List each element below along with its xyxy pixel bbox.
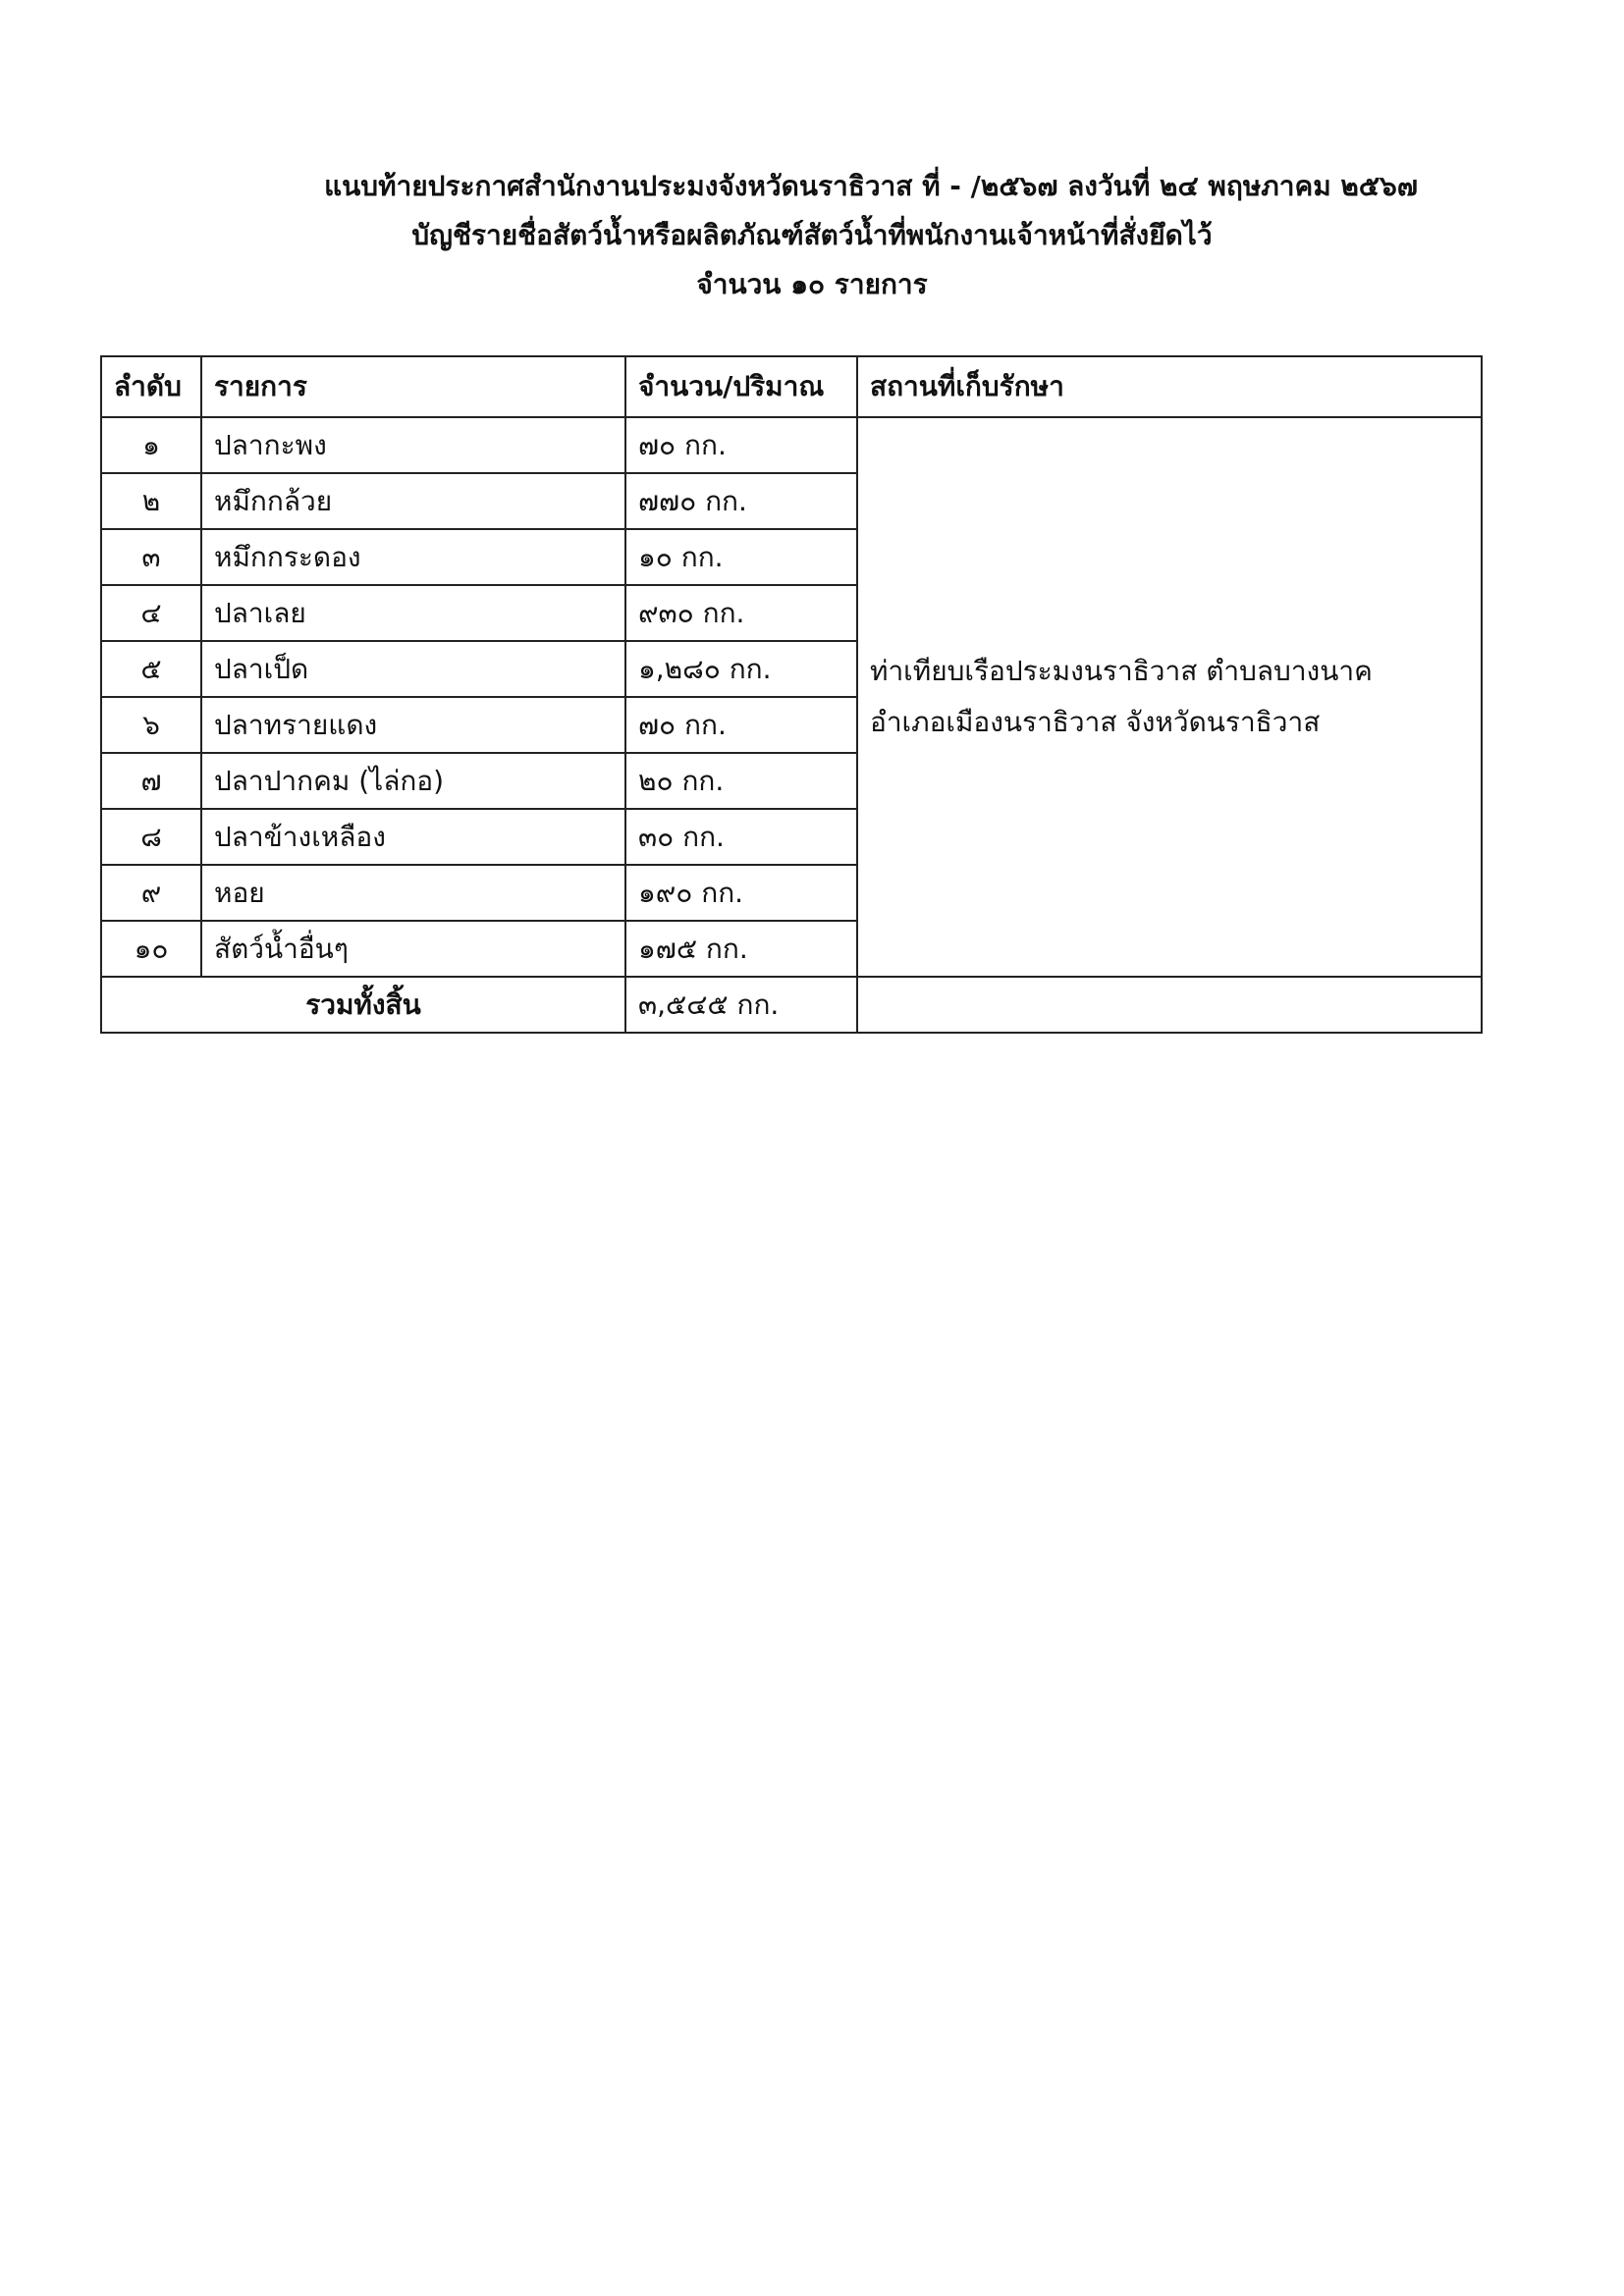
storage-place-line-2: อำเภอเมืองนราธิวาส จังหวัดนราธิวาส	[870, 706, 1321, 738]
column-header-item: รายการ	[201, 356, 625, 417]
row-item: หอย	[201, 865, 625, 921]
row-item: ปลาข้างเหลือง	[201, 809, 625, 865]
row-number: ๕	[101, 641, 201, 697]
row-number: ๑๐	[101, 921, 201, 977]
row-item: ปลาเลย	[201, 585, 625, 641]
row-number: ๒	[101, 473, 201, 529]
seized-items-table	[100, 355, 1483, 1034]
row-quantity: ๑,๒๘๐ กก.	[625, 641, 857, 697]
storage-place-cell	[857, 417, 1482, 977]
row-number: ๙	[101, 865, 201, 921]
row-quantity: ๗๐ กก.	[625, 697, 857, 753]
total-quantity: ๓,๕๔๕ กก.	[625, 977, 857, 1033]
row-quantity: ๑๙๐ กก.	[625, 865, 857, 921]
row-number: ๓	[101, 529, 201, 585]
row-quantity: ๙๓๐ กก.	[625, 585, 857, 641]
row-item: หมึกกระดอง	[201, 529, 625, 585]
total-row	[101, 977, 1482, 1033]
row-item: หมึกกล้วย	[201, 473, 625, 529]
row-quantity: ๗๐ กก.	[625, 417, 857, 473]
table-header-row	[101, 356, 1482, 417]
column-header-quantity: จำนวน/ปริมาณ	[625, 356, 857, 417]
total-label: รวมทั้งสิ้น	[101, 977, 625, 1033]
row-item: สัตว์น้ำอื่นๆ	[201, 921, 625, 977]
column-header-storage-place: สถานที่เก็บรักษา	[857, 356, 1482, 417]
row-quantity: ๑๐ กก.	[625, 529, 857, 585]
row-quantity: ๒๐ กก.	[625, 753, 857, 809]
row-quantity: ๗๗๐ กก.	[625, 473, 857, 529]
row-number: ๖	[101, 697, 201, 753]
row-item: ปลากะพง	[201, 417, 625, 473]
table-row	[101, 417, 1482, 473]
row-item: ปลาเป็ด	[201, 641, 625, 697]
total-storage-empty	[857, 977, 1482, 1033]
row-number: ๗	[101, 753, 201, 809]
heading-line-3: จำนวน ๑๐ รายการ	[696, 268, 928, 300]
row-number: ๔	[101, 585, 201, 641]
row-item: ปลาทรายแดง	[201, 697, 625, 753]
heading-line-2: บัญชีรายชื่อสัตว์น้ำหรือผลิตภัณฑ์สัตว์น้ำที่พนักงานเจ้าหน้าที่สั่งยึดไว้	[411, 219, 1213, 251]
row-quantity: ๓๐ กก.	[625, 809, 857, 865]
row-number: ๑	[101, 417, 201, 473]
row-number: ๘	[101, 809, 201, 865]
row-item: ปลาปากคม (ไล่กอ)	[201, 753, 625, 809]
heading-line-1: แนบท้ายประกาศสำนักงานประมงจังหวัดนราธิวาส ที่ - /๒๕๖๗ ลงวันที่ ๒๔ พฤษภาคม ๒๕๖๗	[324, 170, 1418, 202]
storage-place-line-1: ท่าเทียบเรือประมงนราธิวาส ตำบลบางนาค	[870, 655, 1373, 687]
column-header-no: ลำดับ	[101, 356, 201, 417]
row-quantity: ๑๗๕ กก.	[625, 921, 857, 977]
